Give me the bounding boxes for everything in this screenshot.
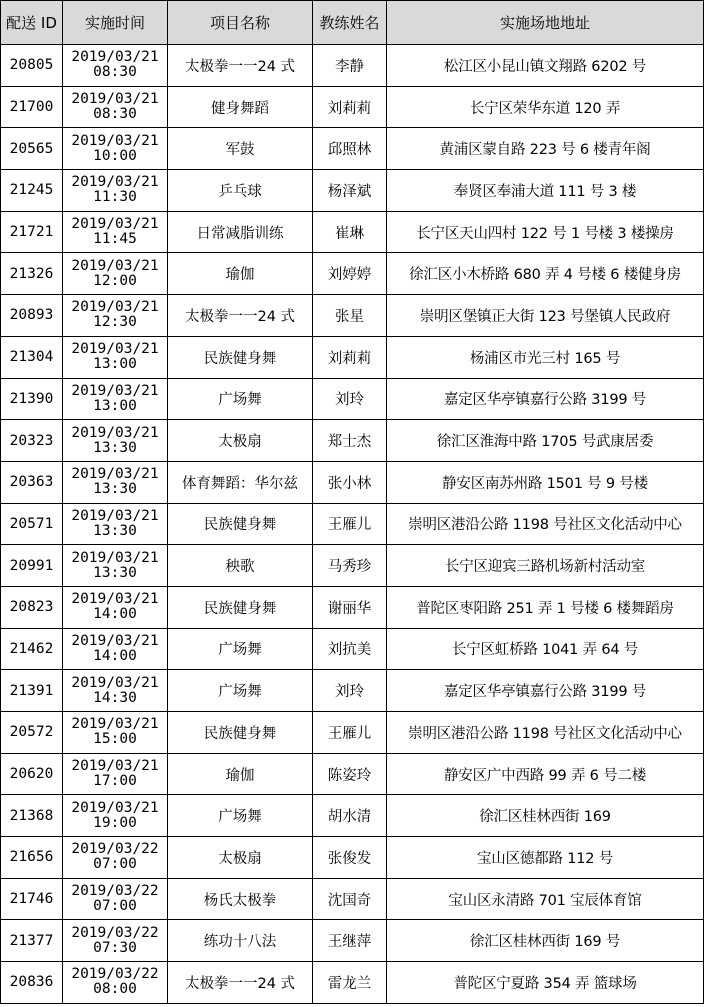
cell-coach: 胡水清 [313,795,387,837]
cell-coach: 刘玲 [313,378,387,420]
cell-delivery-id: 21245 [1,170,63,212]
cell-project: 民族健身舞 [168,712,313,754]
cell-time [63,920,168,962]
cell-delivery-id: 20363 [1,461,63,503]
cell-coach: 陈姿玲 [313,753,387,795]
cell-address: 奉贤区奉浦大道 111 号 3 楼 [387,170,704,212]
cell-time [63,878,168,920]
cell-time [63,211,168,253]
cell-delivery-id: 20572 [1,712,63,754]
cell-delivery-id: 21721 [1,211,63,253]
cell-coach: 张星 [313,295,387,337]
cell-coach: 郑士杰 [313,420,387,462]
cell-date: 2019/03/22 [71,924,159,941]
header-delivery-id: 配送 ID [1,1,63,45]
cell-clock-time: 13:00 [93,397,137,414]
cell-address: 嘉定区华亭镇嘉行公路 3199 号 [387,670,704,712]
cell-coach: 张俊发 [313,837,387,879]
cell-clock-time: 08:30 [93,64,137,81]
cell-address: 长宁区天山四村 122 号 1 号楼 3 楼操房 [387,211,704,253]
cell-delivery-id: 21746 [1,878,63,920]
cell-time [63,45,168,87]
cell-project: 民族健身舞 [168,336,313,378]
cell-project: 民族健身舞 [168,503,313,545]
table-row [1,86,704,128]
cell-project: 太极拳一一24 式 [168,295,313,337]
cell-address: 静安区南苏州路 1501 号 9 号楼 [387,461,704,503]
cell-address: 徐汇区小木桥路 680 弄 4 号楼 6 楼健身房 [387,253,704,295]
cell-address: 崇明区堡镇正大街 123 号堡镇人民政府 [387,295,704,337]
table-row [1,586,704,628]
cell-address: 徐汇区桂林西街 169 号 [387,920,704,962]
table-row [1,878,704,920]
cell-date: 2019/03/21 [71,49,159,66]
cell-project: 广场舞 [168,378,313,420]
cell-clock-time: 07:00 [93,856,137,873]
cell-date: 2019/03/21 [71,174,159,191]
table-row [1,461,704,503]
table-row [1,670,704,712]
table-row [1,837,704,879]
cell-coach: 雷龙兰 [313,962,387,1004]
cell-delivery-id: 20991 [1,545,63,587]
table-row [1,795,704,837]
cell-delivery-id: 21462 [1,628,63,670]
cell-address: 宝山区德都路 112 号 [387,837,704,879]
cell-clock-time: 08:00 [93,981,137,998]
cell-delivery-id: 21368 [1,795,63,837]
table-row [1,545,704,587]
cell-time [63,128,168,170]
table-row [1,420,704,462]
cell-date: 2019/03/22 [71,883,159,900]
cell-clock-time: 13:30 [93,564,137,581]
cell-address: 崇明区港沿公路 1198 号社区文化活动中心 [387,503,704,545]
cell-time [63,545,168,587]
table-row [1,753,704,795]
cell-project: 民族健身舞 [168,586,313,628]
cell-address: 长宁区荣华东道 120 弄 [387,86,704,128]
cell-address: 宝山区永清路 701 宝辰体育馆 [387,878,704,920]
cell-project: 广场舞 [168,795,313,837]
cell-project: 瑜伽 [168,753,313,795]
cell-delivery-id: 20893 [1,295,63,337]
cell-delivery-id: 21700 [1,86,63,128]
cell-date: 2019/03/21 [71,758,159,775]
cell-time [63,837,168,879]
cell-clock-time: 13:30 [93,481,137,498]
cell-time [63,670,168,712]
header-project: 项目名称 [168,1,313,45]
cell-date: 2019/03/21 [71,466,159,483]
table-row [1,45,704,87]
cell-address: 松江区小昆山镇文翔路 6202 号 [387,45,704,87]
cell-coach: 张小林 [313,461,387,503]
cell-time [63,420,168,462]
cell-project: 日常减脂训练 [168,211,313,253]
cell-date: 2019/03/21 [71,341,159,358]
cell-address: 徐汇区桂林西街 169 [387,795,704,837]
cell-coach: 沈国奇 [313,878,387,920]
cell-address: 黄浦区蒙自路 223 号 6 楼青年阁 [387,128,704,170]
cell-delivery-id: 20571 [1,503,63,545]
cell-clock-time: 11:30 [93,189,137,206]
cell-project: 乒乓球 [168,170,313,212]
cell-date: 2019/03/21 [71,424,159,441]
cell-clock-time: 07:30 [93,939,137,956]
cell-project: 瑜伽 [168,253,313,295]
cell-time [63,461,168,503]
header-coach: 教练姓名 [313,1,387,45]
cell-date: 2019/03/21 [71,257,159,274]
cell-coach: 刘玲 [313,670,387,712]
cell-delivery-id: 21377 [1,920,63,962]
cell-time [63,170,168,212]
cell-project: 太极扇 [168,837,313,879]
cell-delivery-id: 20823 [1,586,63,628]
cell-project: 广场舞 [168,670,313,712]
cell-coach: 王继萍 [313,920,387,962]
cell-time [63,628,168,670]
cell-date: 2019/03/22 [71,841,159,858]
cell-date: 2019/03/21 [71,382,159,399]
header-row [1,1,704,45]
cell-clock-time: 08:30 [93,106,137,123]
cell-project: 广场舞 [168,628,313,670]
cell-date: 2019/03/21 [71,716,159,733]
cell-clock-time: 13:00 [93,356,137,373]
cell-time [63,336,168,378]
cell-time [63,86,168,128]
cell-coach: 刘莉莉 [313,86,387,128]
cell-clock-time: 07:00 [93,898,137,915]
cell-time [63,503,168,545]
cell-project: 军鼓 [168,128,313,170]
cell-coach: 王雁儿 [313,503,387,545]
cell-date: 2019/03/21 [71,549,159,566]
cell-coach: 王雁儿 [313,712,387,754]
cell-delivery-id: 21656 [1,837,63,879]
cell-date: 2019/03/21 [71,299,159,316]
cell-address: 静安区广中西路 99 弄 6 号二楼 [387,753,704,795]
cell-time [63,753,168,795]
cell-coach: 刘婷婷 [313,253,387,295]
cell-delivery-id: 20565 [1,128,63,170]
cell-project: 杨氏太极拳 [168,878,313,920]
cell-delivery-id: 21390 [1,378,63,420]
cell-delivery-id: 21304 [1,336,63,378]
table-row [1,336,704,378]
cell-delivery-id: 20805 [1,45,63,87]
cell-clock-time: 15:00 [93,731,137,748]
cell-time [63,378,168,420]
cell-coach: 崔琳 [313,211,387,253]
cell-address: 崇明区港沿公路 1198 号社区文化活动中心 [387,712,704,754]
cell-clock-time: 12:30 [93,314,137,331]
cell-clock-time: 13:30 [93,439,137,456]
cell-project: 太极扇 [168,420,313,462]
cell-address: 普陀区宁夏路 354 弄 篮球场 [387,962,704,1004]
cell-project: 太极拳一一24 式 [168,962,313,1004]
table-row [1,378,704,420]
cell-project: 秧歌 [168,545,313,587]
header-address: 实施场地地址 [387,1,704,45]
cell-coach: 李静 [313,45,387,87]
cell-clock-time: 14:30 [93,689,137,706]
table-row [1,128,704,170]
header-time: 实施时间 [63,1,168,45]
cell-project: 练功十八法 [168,920,313,962]
cell-date: 2019/03/21 [71,674,159,691]
table-row [1,962,704,1004]
cell-delivery-id: 20323 [1,420,63,462]
cell-project: 健身舞蹈 [168,86,313,128]
cell-date: 2019/03/21 [71,216,159,233]
cell-clock-time: 14:00 [93,606,137,623]
cell-project: 太极拳一一24 式 [168,45,313,87]
cell-delivery-id: 20836 [1,962,63,1004]
cell-clock-time: 12:00 [93,272,137,289]
cell-date: 2019/03/21 [71,591,159,608]
table-row [1,253,704,295]
table-row [1,295,704,337]
cell-clock-time: 13:30 [93,522,137,539]
table-row [1,712,704,754]
cell-date: 2019/03/21 [71,799,159,816]
cell-date: 2019/03/21 [71,507,159,524]
cell-address: 长宁区虹桥路 1041 弄 64 号 [387,628,704,670]
cell-time [63,962,168,1004]
table-body [1,45,704,1004]
cell-time [63,795,168,837]
cell-time [63,712,168,754]
table-row [1,211,704,253]
cell-time [63,253,168,295]
cell-address: 杨浦区市光三村 165 号 [387,336,704,378]
cell-coach: 刘抗美 [313,628,387,670]
cell-address: 长宁区迎宾三路机场新村活动室 [387,545,704,587]
cell-delivery-id: 21391 [1,670,63,712]
cell-delivery-id: 20620 [1,753,63,795]
cell-clock-time: 19:00 [93,814,137,831]
cell-clock-time: 11:45 [93,231,137,248]
table-header [1,1,704,45]
cell-address: 普陀区枣阳路 251 弄 1 号楼 6 楼舞蹈房 [387,586,704,628]
table-row [1,628,704,670]
cell-date: 2019/03/21 [71,132,159,149]
cell-clock-time: 17:00 [93,773,137,790]
table-row [1,920,704,962]
table-row [1,170,704,212]
cell-coach: 邱照林 [313,128,387,170]
cell-project: 体育舞蹈：华尔兹 [168,461,313,503]
cell-clock-time: 10:00 [93,147,137,164]
cell-coach: 谢丽华 [313,586,387,628]
cell-date: 2019/03/21 [71,91,159,108]
cell-coach: 杨泽斌 [313,170,387,212]
cell-clock-time: 14:00 [93,647,137,664]
cell-address: 徐汇区淮海中路 1705 号武康居委 [387,420,704,462]
cell-date: 2019/03/21 [71,632,159,649]
cell-coach: 马秀珍 [313,545,387,587]
cell-delivery-id: 21326 [1,253,63,295]
cell-time [63,295,168,337]
cell-time [63,586,168,628]
cell-address: 嘉定区华亭镇嘉行公路 3199 号 [387,378,704,420]
table-row [1,503,704,545]
cell-date: 2019/03/22 [71,966,159,983]
cell-coach: 刘莉莉 [313,336,387,378]
